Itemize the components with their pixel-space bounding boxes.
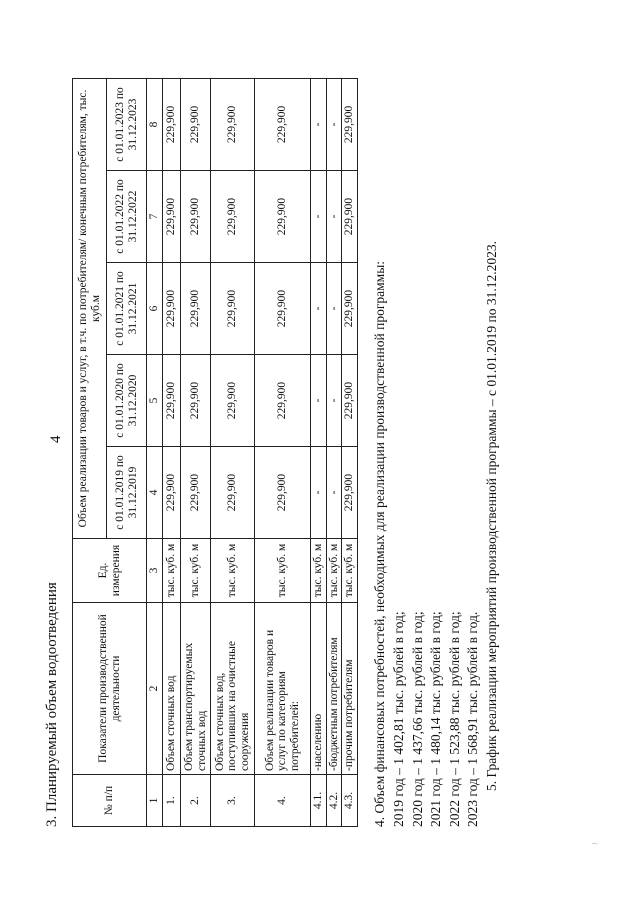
row-unit: тыс. куб. м [255,539,311,603]
row-value: - [326,171,342,263]
row-number: 3. [211,775,255,827]
row-value: 229,900 [255,263,311,355]
financial-line: 2020 год – 1 437,66 тыс. рублей в год; [409,611,425,827]
row-number: 2. [181,775,211,827]
column-number: 3 [147,539,163,603]
header-period: с 01.01.2022 по 31.12.2022 [107,171,147,263]
row-value: 229,900 [163,355,181,447]
financial-line: 2019 год – 1 402,81 тыс. рублей в год; [391,611,406,827]
column-number: 7 [147,171,163,263]
header-unit: Ед. измерения [73,539,147,603]
table-row [181,78,211,826]
row-value: 229,900 [211,355,255,447]
row-value: 229,900 [163,171,181,263]
row-unit: тыс. куб. м [342,539,358,603]
row-value: 229,900 [163,447,181,539]
row-value: 229,900 [181,355,211,447]
row-value: 229,900 [211,447,255,539]
row-value: 229,900 [211,78,255,170]
row-value: 229,900 [342,171,358,263]
row-value: 229,900 [181,78,211,170]
row-value: - [326,78,342,170]
row-unit: тыс. куб. м [311,539,327,603]
row-value: 229,900 [211,263,255,355]
table-row [211,78,255,826]
header-period: с 01.01.2023 по 31.12.2023 [107,78,147,170]
row-number: 4.2. [326,775,342,827]
row-value: 229,900 [163,78,181,170]
row-number: 4.1. [311,775,327,827]
row-indicator: Объем сточных вод, поступивших на очистные сооружения [211,603,255,775]
row-indicator: Объем сточных вод [163,603,181,775]
row-unit: тыс. куб. м [326,539,342,603]
column-number: 6 [147,263,163,355]
header-num: № п/п [73,775,147,827]
row-number: 1. [163,775,181,827]
row-value: 229,900 [255,447,311,539]
row-unit: тыс. куб. м [163,539,181,603]
scan-mark: ⁾ [591,842,603,845]
section3-title: 3. Планируемый объем водоотведения [44,582,60,827]
section5-title: 5. График реализации мероприятий производственной программы – с 01.01.2019 по 31.12.2023. [484,240,499,791]
row-indicator: -населению [311,603,327,775]
table-row [311,78,327,826]
header-volume-group: Объем реализации товаров и услуг, в т.ч. по потребителям/ конечным потребителям, тыс. куб.м [73,78,107,538]
row-unit: тыс. куб. м [211,539,255,603]
row-value: 229,900 [255,355,311,447]
column-number: 5 [147,355,163,447]
header-period: с 01.01.2020 по 31.12.2020 [107,355,147,447]
row-value: - [326,447,342,539]
table-row [342,78,358,826]
row-value: 229,900 [181,263,211,355]
row-value: - [311,447,327,539]
row-value: - [311,171,327,263]
row-value: 229,900 [342,447,358,539]
page-number: 4 [48,435,64,443]
column-number: 2 [147,603,163,775]
section4-title: 4. Объем финансовых потребностей, необходимых для реализации производственной программы: [372,260,387,827]
row-value: 229,900 [342,355,358,447]
table-row [163,78,181,826]
row-value: - [311,78,327,170]
header-period: с 01.01.2021 по 31.12.2021 [107,263,147,355]
row-value: 229,900 [181,171,211,263]
header-period: с 01.01.2019 по 31.12.2019 [107,447,147,539]
row-value: 229,900 [255,78,311,170]
row-indicator: Объем транспортируемых сточных вод [181,603,211,775]
row-number: 4.3. [342,775,358,827]
row-value: 229,900 [163,263,181,355]
row-indicator: -бюджетным потребителям [326,603,342,775]
row-value: 229,900 [342,263,358,355]
row-value: 229,900 [255,171,311,263]
row-number: 4. [255,775,311,827]
row-value: 229,900 [211,171,255,263]
row-value: - [326,355,342,447]
row-value: 229,900 [342,78,358,170]
header-indicator: Показатели производственной деятельности [73,603,147,775]
row-value: - [326,263,342,355]
column-number: 1 [147,775,163,827]
row-unit: тыс. куб. м [181,539,211,603]
row-value: 229,900 [181,447,211,539]
table-row [255,78,311,826]
financial-line: 2022 год – 1 523,88 тыс. рублей в год; [446,611,462,827]
row-value: - [311,263,327,355]
financial-line: 2023 год – 1 568,91 тыс. рублей в год. [465,611,480,827]
table-row [326,78,342,826]
wastewater-volume-table [72,78,358,827]
column-number: 4 [147,447,163,539]
row-value: - [311,355,327,447]
row-indicator: -прочим потребителям [342,603,358,775]
financial-line: 2021 год – 1 480,14 тыс. рублей в год; [428,611,443,827]
column-number: 8 [147,78,163,170]
row-indicator: Объем реализации товаров и услуг по категориям потребителей: [255,603,311,775]
